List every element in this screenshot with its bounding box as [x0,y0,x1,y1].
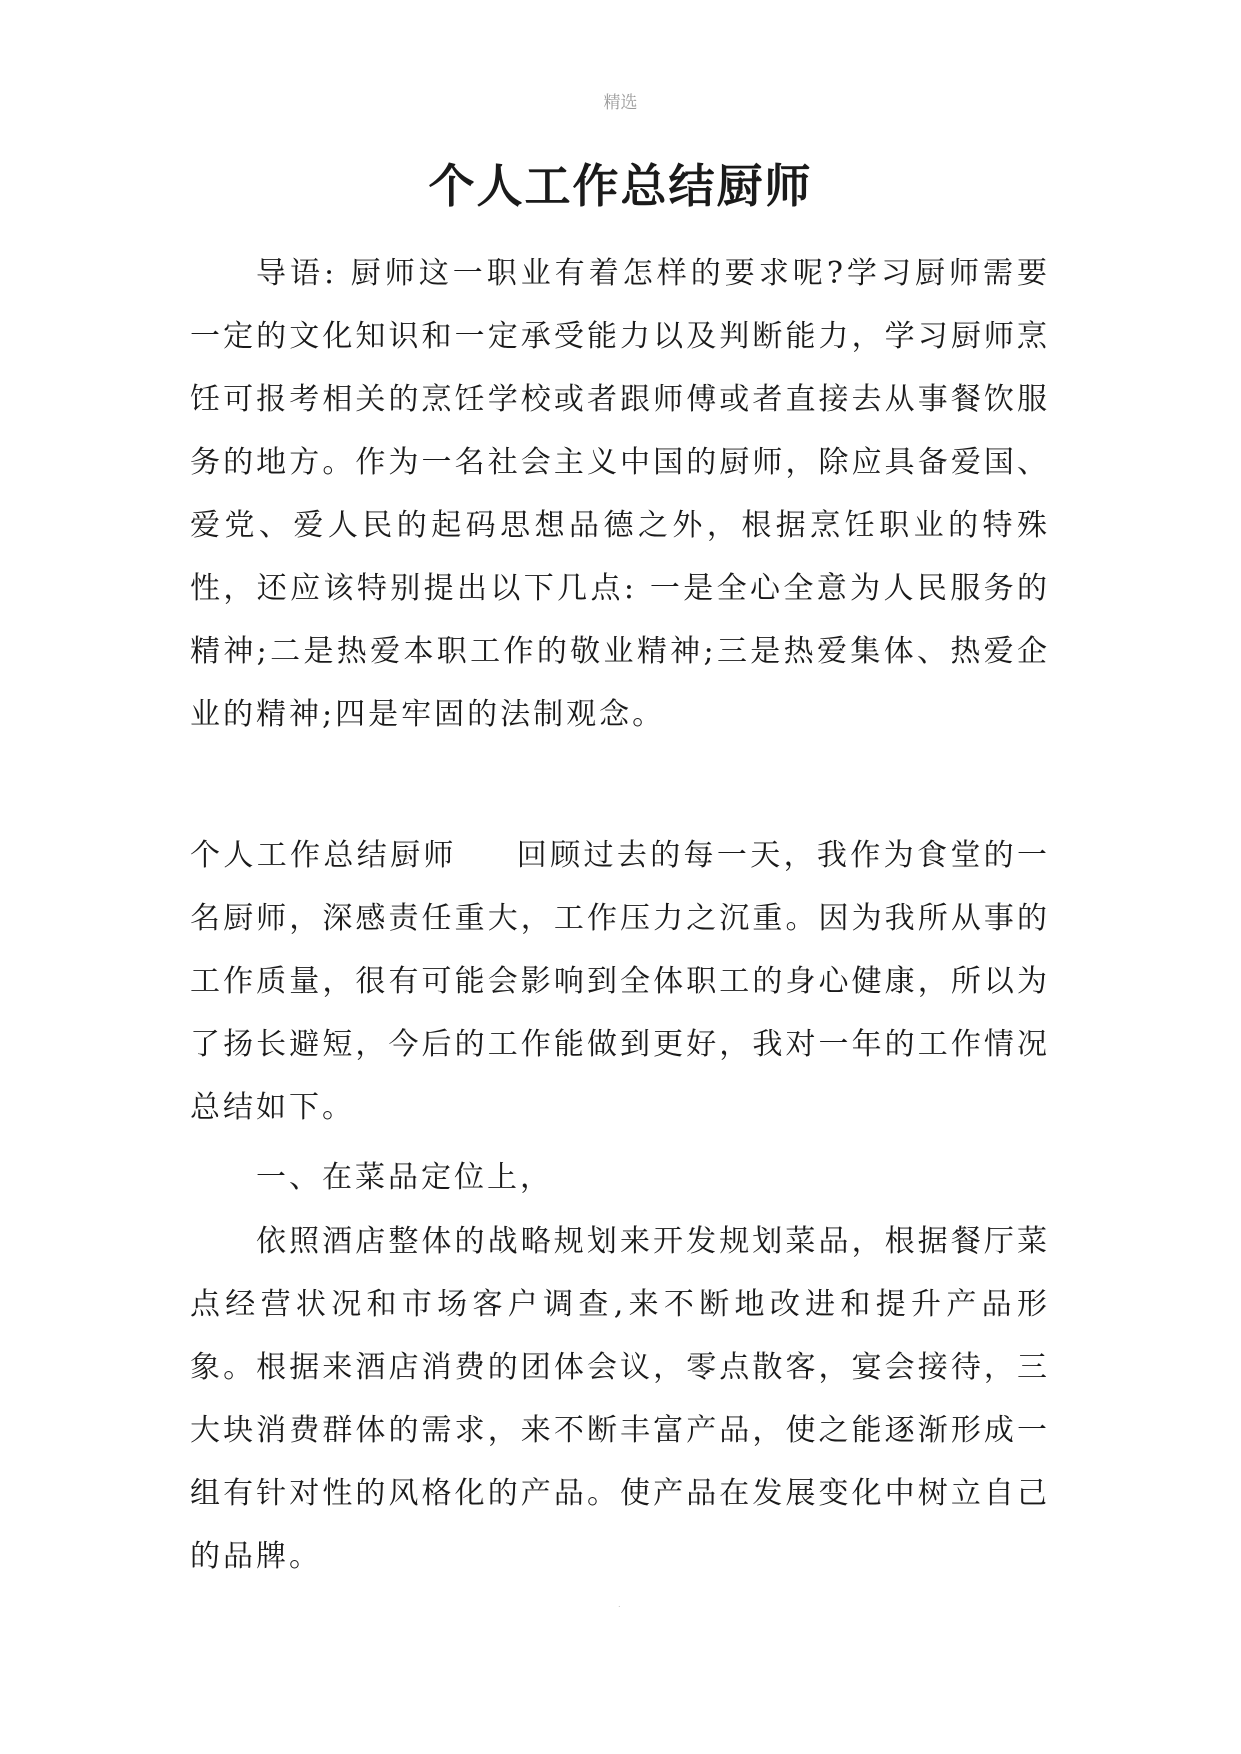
paragraph-1: 依照酒店整体的战略规划来开发规划菜品，根据餐厅菜点经营状况和市场客户调查,来不断地改进和提升产品形象。根据来酒店消费的团体会议，零点散客，宴会接待，三大块消费群体的需求，来不断丰富产品，使之能逐渐形成一组有针对性的风格化的产品。使产品在发展变化中树立自己的品牌。 [190,1224,1050,1574]
intro-paragraph: 导语: 厨师这一职业有着怎样的要求呢?学习厨师需要一定的文化知识和一定承受能力以及判断能力，学习厨师烹饪可报考相关的烹饪学校或者跟师傅或者直接去从事餐饮服务的地方。作为一名社会主义中国的厨师，除应具备爱国、爱党、爱人民的起码思想品德之外，根据烹饪职业的特殊性，还应该特别提出以下几点: 一是全心全意为人民服务的精神;二是热爱本职工作的敬业精神;三是热爱集体、热爱企业的精神;四是牢固的法制观念。 [190,256,1050,732]
heading-1: 一、在菜品定位上， [256,1160,553,1195]
footer-mark: . [618,1600,621,1609]
document-title: 个人工作总结厨师 [428,159,813,213]
page-header-label: 精选 [603,93,638,113]
section-text: 回顾过去的每一天，我作为食堂的一名厨师，深感责任重大，工作压力之沉重。因为我所从事的工作质量，很有可能会影响到全体职工的身心健康，所以为了扬长避短，今后的工作能做到更好，我对一年的工作情况总结如下。 [190,838,1051,1125]
section-paragraph [190,824,1050,1139]
section-title: 个人工作总结厨师 [190,838,457,873]
